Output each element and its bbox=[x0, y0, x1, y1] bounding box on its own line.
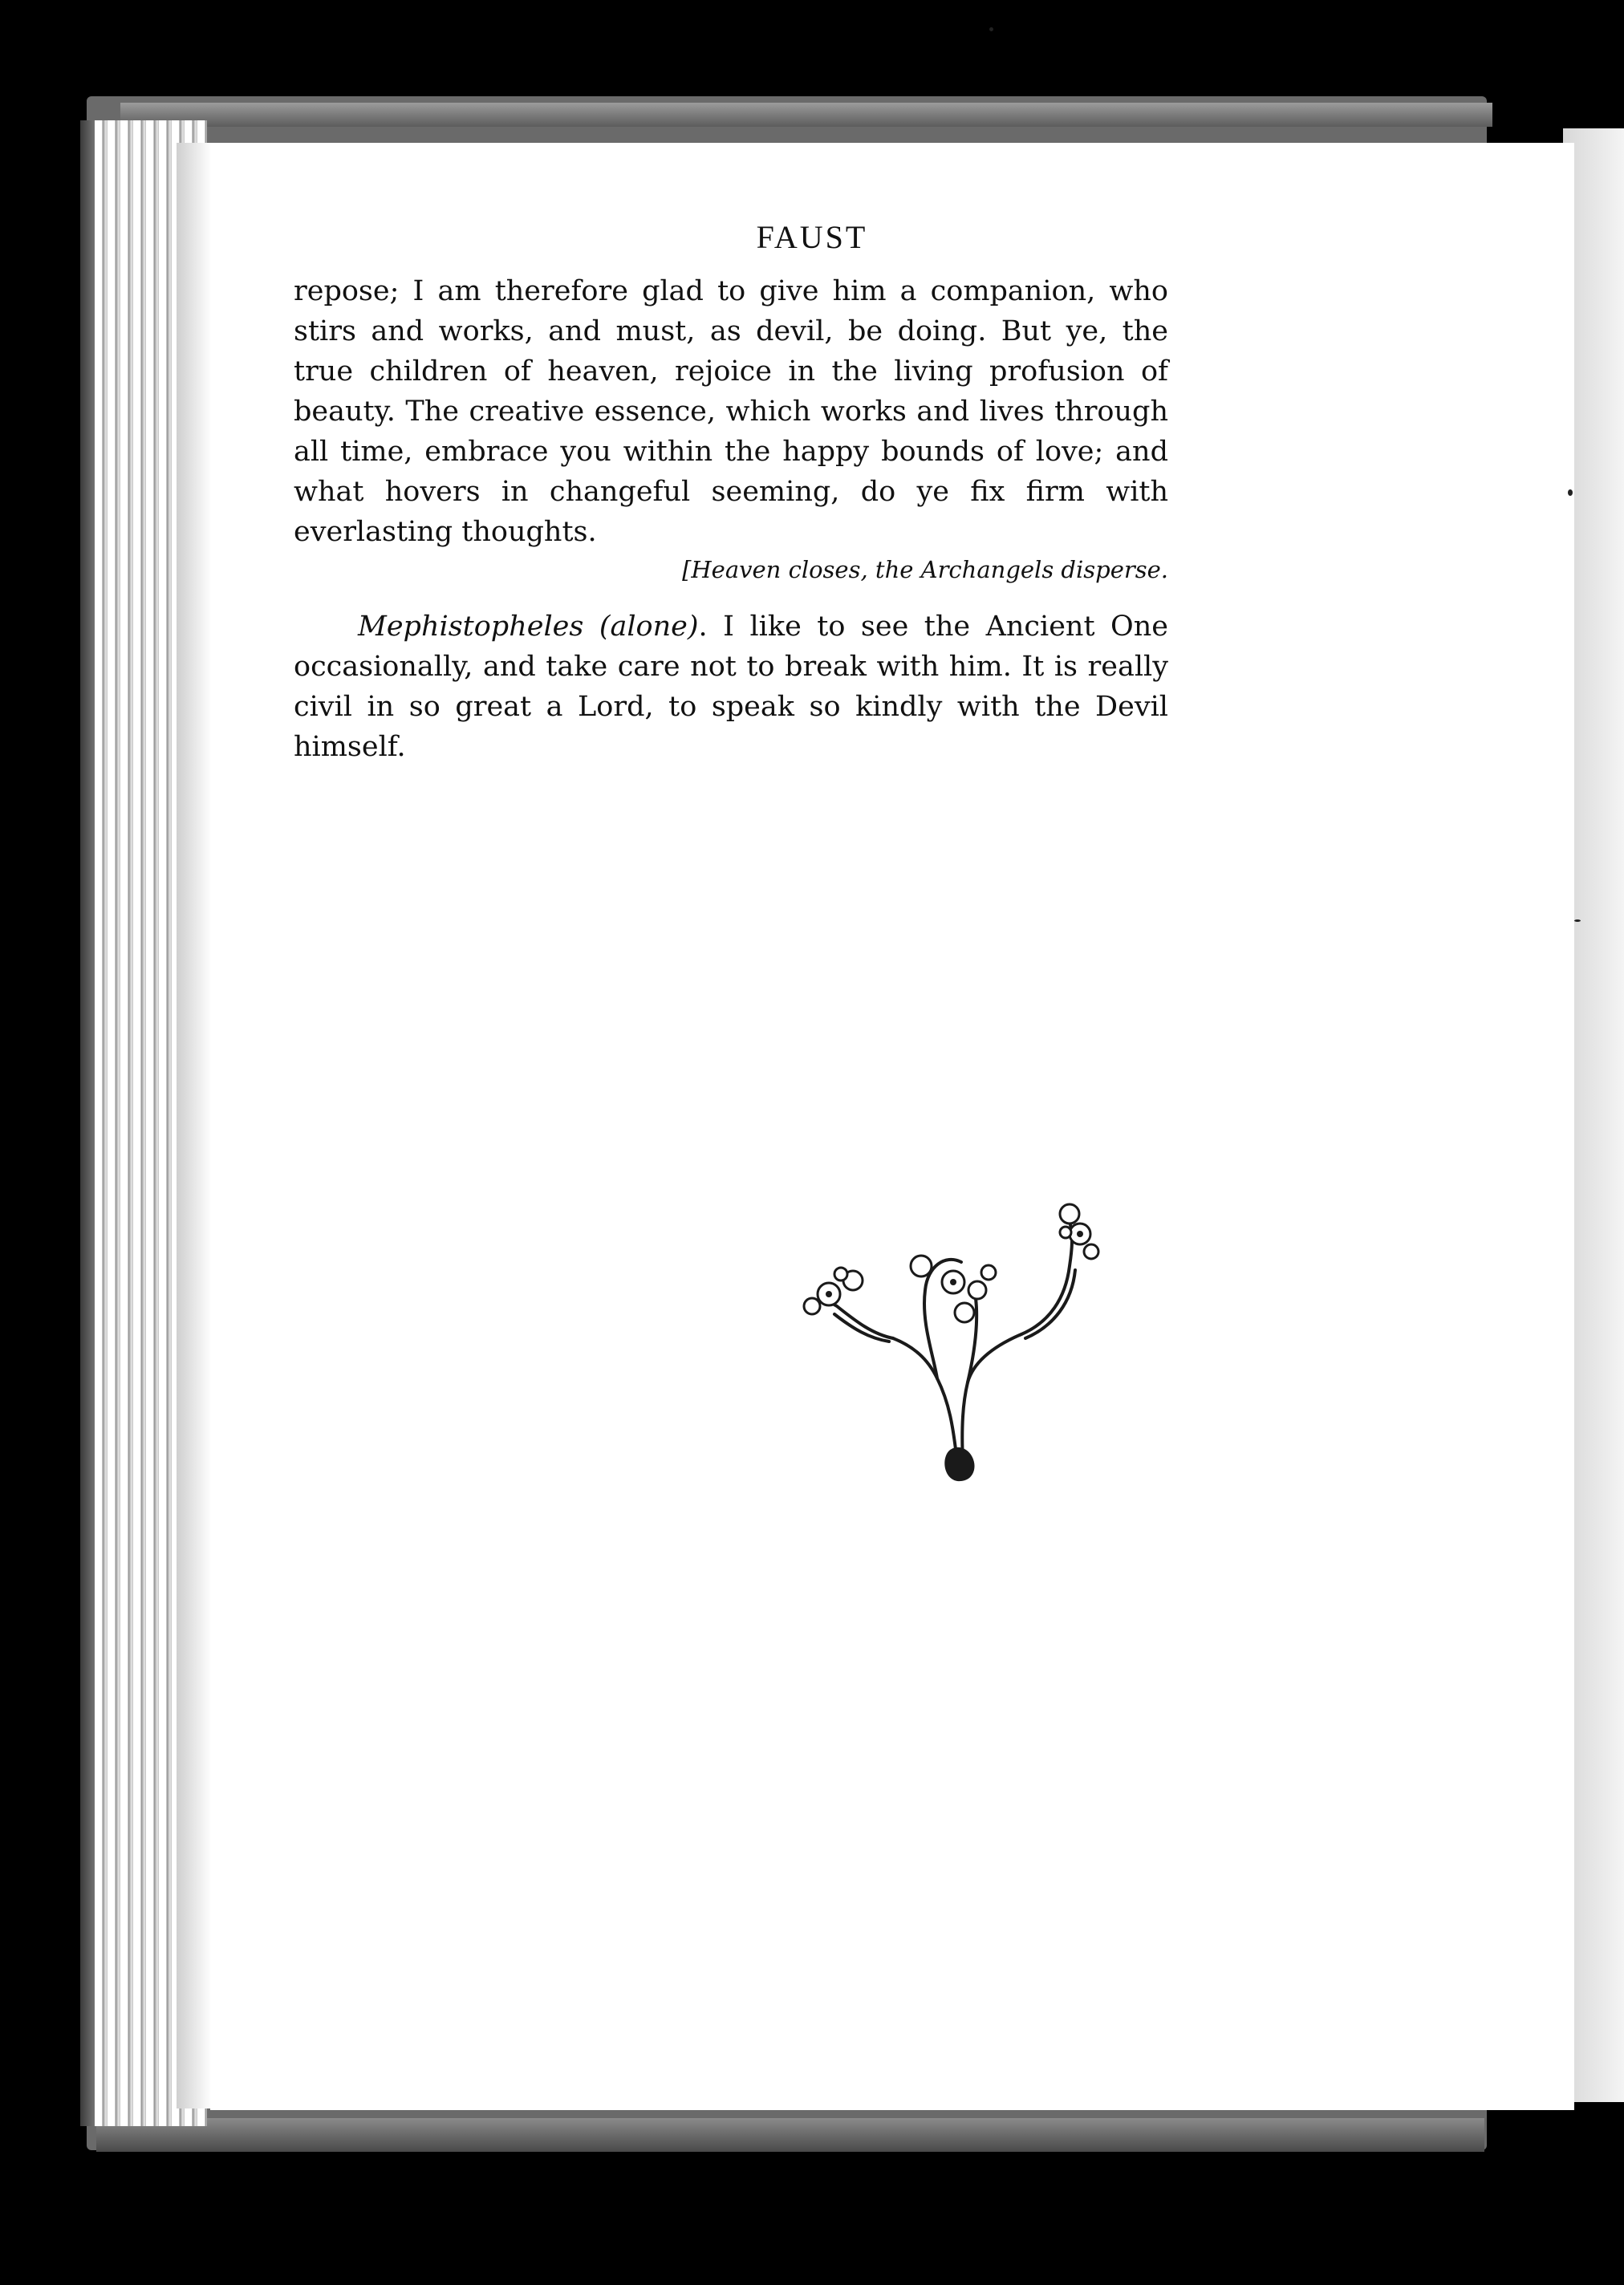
running-head: FAUST bbox=[756, 219, 868, 255]
scan-speck bbox=[1568, 489, 1573, 496]
scan-speck bbox=[989, 27, 993, 31]
stage-direction: [Heaven closes, the Archangels disperse. bbox=[682, 556, 1168, 583]
speaker-note: (alone) bbox=[599, 611, 699, 643]
speech-text: . I like to see the Ancient One occasionally, and take care not to break with him. It is really civil in so great a Lord, to speak so kindly with the Devil himself. bbox=[294, 611, 1168, 763]
speaker-name: Mephistopheles bbox=[358, 611, 584, 643]
speech-paragraph bbox=[294, 607, 1168, 767]
floral-tailpiece-ornament-icon bbox=[793, 1186, 1106, 1491]
scan-speck bbox=[1574, 919, 1581, 922]
cover-bottom-edge bbox=[96, 2118, 1484, 2152]
page-gutter bbox=[177, 143, 212, 2108]
paragraph: repose; I am therefore glad to give him a companion, who stirs and works, and must, as devil, be doing. But ye, the true children of heaven, rejoice in the living profusion of beauty. The creative essence, which works and lives through all time, embrace you within the happy bounds of love; and what hovers in changeful seeming, do ye fix firm with everlasting thoughts. bbox=[294, 275, 1168, 548]
cover-top-edge bbox=[120, 103, 1492, 127]
page-text bbox=[294, 271, 1168, 767]
